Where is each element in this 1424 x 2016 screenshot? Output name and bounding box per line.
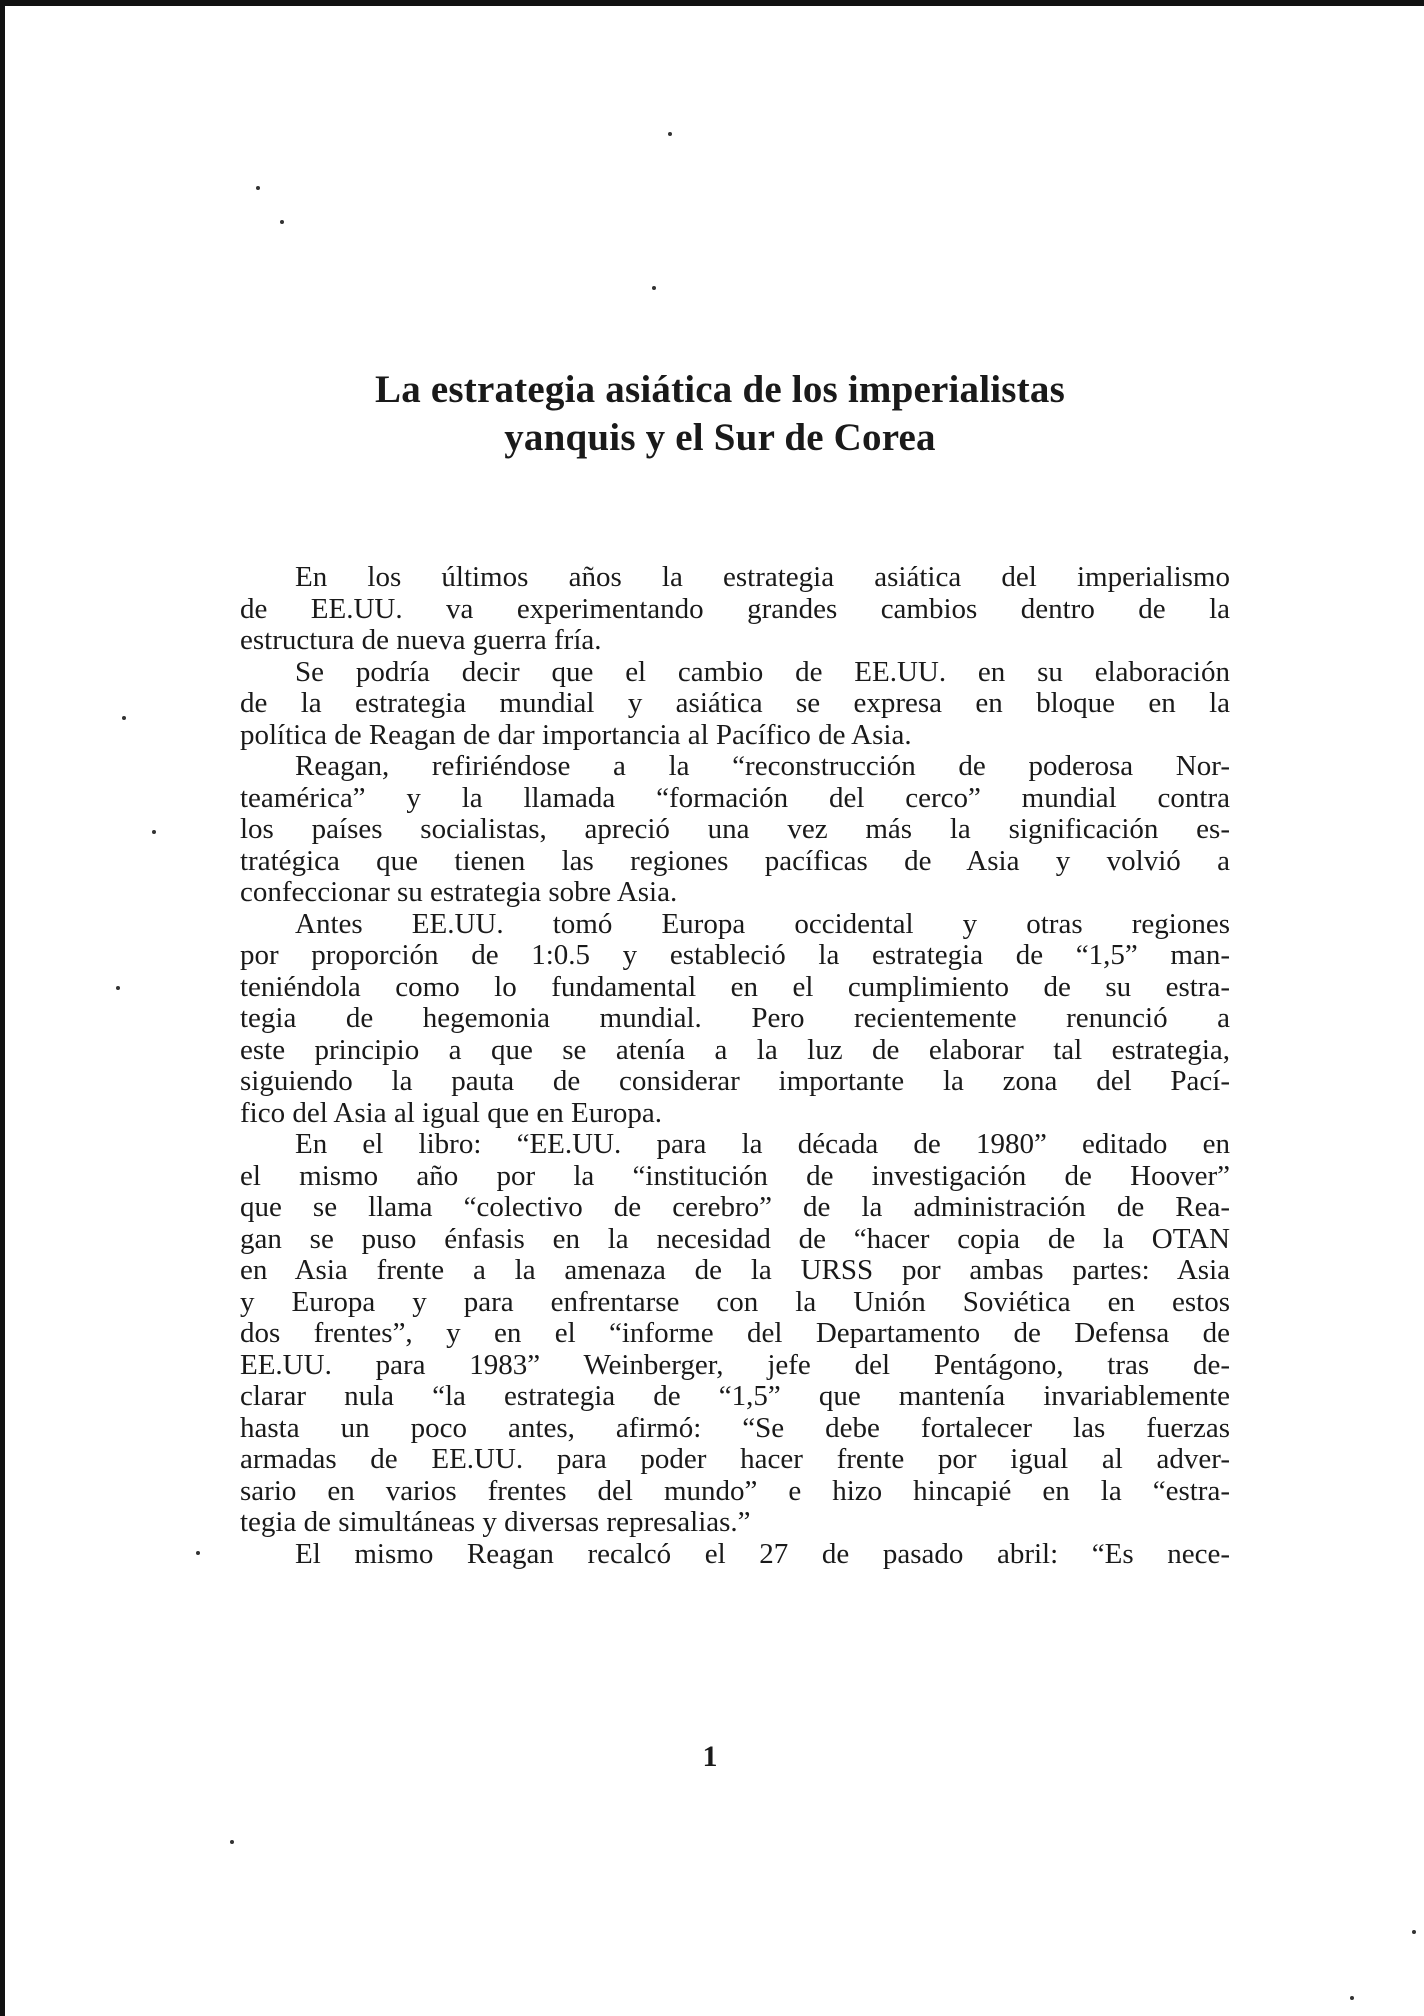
text-line: EE.UU. para 1983” Weinberger, jefe del Pentágono, tras de- — [240, 1348, 1230, 1381]
scan-speck — [652, 286, 656, 290]
text-line: el mismo año por la “institución de investigación de Hoover” — [240, 1159, 1230, 1192]
text-line: de EE.UU. va experimentando grandes cambios dentro de la — [240, 592, 1230, 625]
scan-border-left — [0, 0, 5, 2016]
text-line: en Asia frente a la amenaza de la URSS por ambas partes: Asia — [240, 1254, 1230, 1286]
text-line: dos frentes”, y en el “informe del Departamento de Defensa de — [240, 1317, 1230, 1349]
text-line: estructura de nueva guerra fría. — [240, 624, 602, 656]
text-line: por proporción de 1:0.5 y estableció la estrategia de “1,5” man- — [240, 939, 1230, 971]
text-line: teamérica” y la llamada “formación del cerco” mundial contra — [240, 781, 1230, 814]
text-line: este principio a que se atenía a la luz de elaborar tal estrategia, — [240, 1033, 1230, 1066]
text-line: gan se puso énfasis en la necesidad de “hacer copia de la OTAN — [240, 1222, 1230, 1255]
scan-speck — [1412, 1930, 1416, 1934]
text-line: En los últimos años la estrategia asiática del imperialismo — [295, 561, 1230, 593]
text-line: hasta un poco antes, afirmó: “Se debe fortalecer las fuerzas — [240, 1411, 1230, 1444]
scan-speck — [230, 1840, 234, 1844]
page-number: 1 — [702, 1740, 718, 1773]
text-line: Reagan, refiriéndose a la “reconstrucción de poderosa Nor- — [295, 750, 1230, 782]
scan-border-top — [0, 0, 1424, 6]
scan-speck — [1350, 1996, 1354, 2000]
body-text — [240, 562, 1230, 1570]
text-line: armadas de EE.UU. para poder hacer frente por igual al adver- — [240, 1443, 1230, 1475]
text-line: política de Reagan de dar importancia al Pacífico de Asia. — [240, 718, 912, 751]
scan-speck — [116, 986, 120, 990]
title-line: yanquis y el Sur de Corea — [504, 416, 936, 459]
text-line: tegia de hegemonia mundial. Pero recientemente renunció a — [240, 1002, 1230, 1034]
text-line: clarar nula “la estrategia de “1,5” que mantenía invariablemente — [240, 1380, 1230, 1412]
text-line: confeccionar su estrategia sobre Asia. — [240, 876, 678, 908]
title-line: La estrategia asiática de los imperialistas — [375, 368, 1065, 411]
text-line: fico del Asia al igual que en Europa. — [240, 1096, 662, 1129]
text-line: El mismo Reagan recalcó el 27 de pasado abril: “Es nece- — [295, 1537, 1230, 1570]
text-line: Antes EE.UU. tomó Europa occidental y otras regiones — [295, 907, 1230, 940]
scan-speck — [256, 186, 260, 190]
scan-speck — [280, 220, 284, 224]
text-line: los países socialistas, apreció una vez más la significación es- — [240, 813, 1230, 845]
document-title — [300, 366, 1140, 462]
text-line: que se llama “colectivo de cerebro” de la administración de Rea- — [240, 1191, 1230, 1223]
scan-speck — [196, 1551, 200, 1555]
text-line: teniéndola como lo fundamental en el cumplimiento de su estra- — [240, 970, 1230, 1003]
text-line: siguiendo la pauta de considerar importante la zona del Pací- — [240, 1065, 1230, 1097]
scan-speck — [668, 132, 672, 136]
scan-speck — [122, 716, 126, 720]
text-line: Se podría decir que el cambio de EE.UU. en su elaboración — [295, 655, 1230, 688]
text-line: y Europa y para enfrentarse con la Unión Soviética en estos — [240, 1285, 1230, 1318]
text-line: tratégica que tienen las regiones pacíficas de Asia y volvió a — [240, 844, 1230, 877]
text-line: de la estrategia mundial y asiática se expresa en bloque en la — [240, 687, 1230, 719]
text-line: tegia de simultáneas y diversas represalias.” — [240, 1506, 751, 1538]
text-line: En el libro: “EE.UU. para la década de 1980” editado en — [295, 1128, 1230, 1160]
text-line: sario en varios frentes del mundo” e hizo hincapié en la “estra- — [240, 1474, 1230, 1507]
scan-speck — [152, 830, 156, 834]
